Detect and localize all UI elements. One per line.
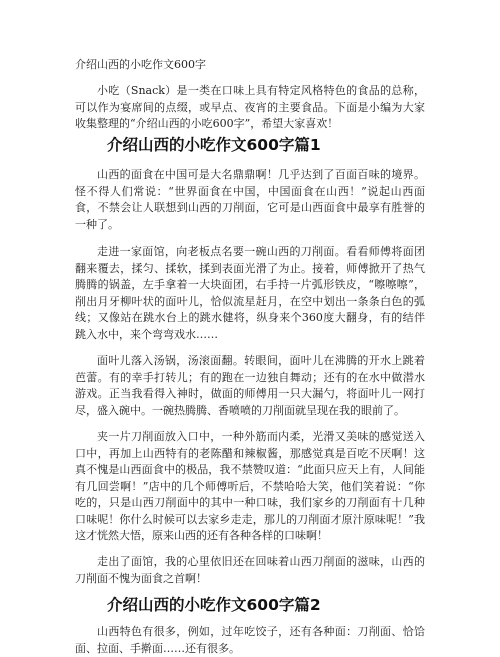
section-1-paragraph-5: 走出了面馆，我的心里依旧还在回味着山西刀削面的滋味，山西的刀削面不愧为面食之首啊！ <box>75 555 425 585</box>
section-1-paragraph-1: 山西的面食在中国可是大名鼎鼎啊！几乎达到了百面百味的境界。怪不得人们常说：“世界面食在中国，中国面食在山西！”说起山西面食，不禁会让人联想到山西的刀削面，它可是山西面食中最享有胜誉的一种了。 <box>75 168 425 231</box>
section-2-heading: 介绍山西的小吃作文600字篇2 <box>107 596 321 614</box>
section-2-paragraph-1: 山西特色有很多，例如，过年吃饺子，还有各种面：刀削面、恰饸面、拉面、手擀面……还有很多。 <box>75 625 425 655</box>
section-1-paragraph-4: 夹一片刀削面放入口中，一种外筋而内柔，光滑又美味的感觉送入口中，再加上山西特有的老陈醋和辣椒酱，那感觉真是百吃不厌啊！这真不愧是山西面食中的极品，我不禁赞叹道：“此面只应天上有，人间能有几回尝啊！”店中的几个师傅听后，不禁哈哈大笑，他们笑着说：“你吃的，只是山西刀削面中的其中一种口味，我们家乡的刀削面有十几种口味呢！你什么时候可以去家乡走走，那儿的刀削面才原汁原味呢！”我这才恍然大悟，原来山西的还有各种各样的口味啊！ <box>75 430 425 542</box>
section-1-paragraph-3: 面叶儿落入汤锅，汤滚面翻。转眼间，面叶儿在沸腾的开水上跳着芭蕾。有的幸手打转儿；有的跑在一边独自舞动；还有的在水中做潜水游戏。正当我看得入神时，做面的师傅用一只大漏勺，将面叶儿一网打尽，盛入碗中。一碗热腾腾、香喷喷的刀削面就呈现在我的眼前了。 <box>75 354 425 417</box>
section-1-heading: 介绍山西的小吃作文600字篇1 <box>107 136 321 154</box>
intro-paragraph: 小吃（Snack）是一类在口味上具有特定风格特色的食品的总称，可以作为宴席间的点缀，或早点、夜宵的主要食品。下面是小编为大家收集整理的“介绍山西的小吃600字”，希望大家喜欢！ <box>75 84 425 130</box>
section-1-paragraph-2: 走进一家面馆，向老板点名要一碗山西的刀削面。看看师傅将面团翻来覆去，揉匀、揉软，揉到表面光滑了为止。接着，师傅掀开了热气腾腾的锅盖，左手拿着一大块面团，右手持一片弧形铁皮，“嚓嚓嚓”，削出月牙柳叶状的面叶儿，恰似流星赶月，在空中划出一条条白色的弧线；又像站在跳水台上的跳水健将，纵身来个360度大翻身，有的结伴跳入水中，来个弯弯戏水…… <box>75 245 425 341</box>
document-title: 介绍山西的小吃作文600字 <box>75 58 206 71</box>
